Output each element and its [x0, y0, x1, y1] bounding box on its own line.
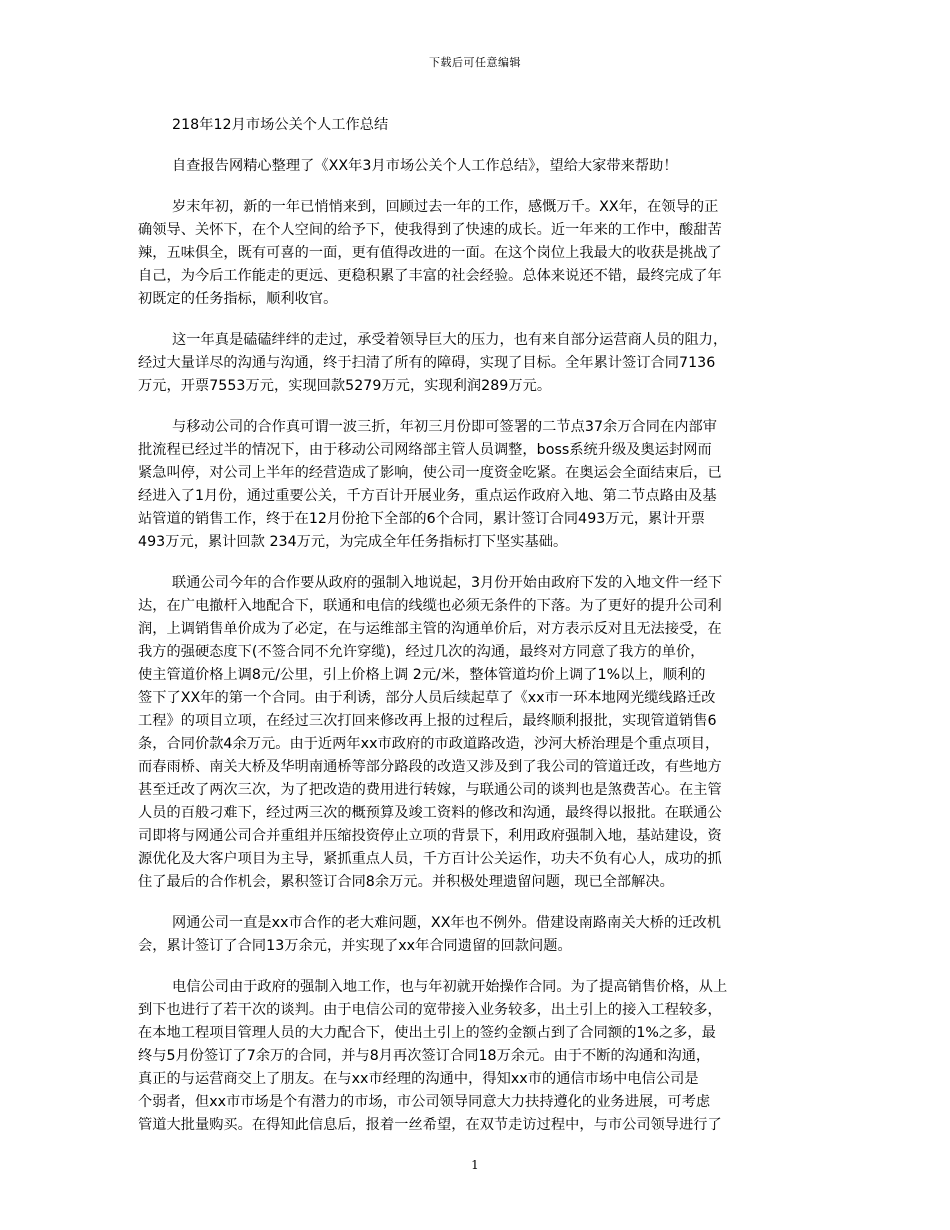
- paragraph-line: 会，累计签订了合同13万余元，并实现了xx年合同遗留的回款问题。: [138, 938, 572, 954]
- page-header: 下载后可任意编辑: [429, 56, 521, 69]
- paragraph-line: 终与5月份签订了7余万的合同，并与8月再次签订合同18万余元。由于不断的沟通和沟通，: [138, 1048, 711, 1064]
- paragraph-line: 甚至迁改了两次三次，为了把改造的费用进行转嫁，与联通公司的谈判也是煞费苦心。在主管: [138, 782, 722, 798]
- paragraph-line: 紧急叫停，对公司上半年的经营造成了影响，使公司一度资金吃紧。在奥运会全面结束后，已: [138, 465, 722, 481]
- paragraph-line: 工程》的项目立项，在经过三次打回来修改再上报的过程后，最终顺利报批，实现管道销售6: [138, 713, 717, 729]
- paragraph-line: 这一年真是磕磕绊绊的走过，承受着领导巨大的压力，也有来自部分运营商人员的阻力，: [172, 332, 728, 348]
- paragraph-line: 管道大批量购买。在得知此信息后，报着一丝希望，在双节走访过程中，与市公司领导进行了: [138, 1117, 722, 1133]
- paragraph-line: 达，在广电撤杆入地配合下，联通和电信的线缆也必须无条件的下落。为了更好的提升公司利: [138, 598, 722, 614]
- paragraph-line: 网通公司一直是xx市合作的老大难问题，XX年也不例外。借建设南路南关大桥的迁改机: [172, 915, 721, 931]
- paragraph-line: 初既定的任务指标，顺利收官。: [138, 291, 338, 307]
- paragraph-line: 而春雨桥、南关大桥及华明南通桥等部分路段的改造又涉及到了我公司的管道迁改，有些地方: [138, 759, 722, 775]
- paragraph-line: 经进入了1月份，通过重要公关，千方百计开展业务，重点运作政府入地、第二节点路由及基: [138, 488, 717, 504]
- paragraph-line: 使主管道价格上调8元/公里，引上价格上调 2元/米，整体管道均价上调了1%以上，顺利的: [138, 667, 706, 683]
- paragraph-line: 到下也进行了若干次的谈判。由于电信公司的宽带接入业务较多，出土引上的接入工程较多，: [138, 1002, 722, 1018]
- paragraph-line: 个弱者，但xx市市场是个有潜力的市场，市公司领导同意大力扶持遵化的业务进展，可考虑: [138, 1094, 711, 1110]
- paragraph: [138, 572, 813, 894]
- paragraph: [138, 329, 813, 398]
- paragraph-line: 493万元，累计回款 234万元，为完成全年任务指标打下坚实基础。: [138, 534, 568, 550]
- paragraph-line: 条，合同价款4余万元。由于近两年xx市政府的市政道路改造，沙河大桥治理是个重点项目，: [138, 736, 720, 752]
- paragraph-line: 经过大量详尽的沟通与沟通，终于扫清了所有的障碍，实现了目标。全年累计签订合同7136: [138, 355, 716, 371]
- document-body: [138, 114, 813, 1137]
- document-title: 218年12月市场公关个人工作总结: [172, 117, 389, 133]
- paragraph: [138, 416, 813, 554]
- paragraph: [138, 196, 813, 311]
- paragraph-line: 在本地工程项目管理人员的大力配合下，使出土引上的签约金额占到了合同额的1%之多，最: [138, 1025, 716, 1041]
- paragraph-line: 自己，为今后工作能走的更远、更稳积累了丰富的社会经验。总体来说还不错，最终完成了年: [138, 268, 722, 284]
- paragraph-line: 源优化及大客户项目为主导，紧抓重点人员，千方百计公关运作，功夫不负有心人，成功的抓: [138, 851, 722, 867]
- paragraph-line: 住了最后的合作机会，累积签订合同8余万元。并积极处理遗留问题，现已全部解决。: [138, 874, 674, 890]
- paragraph-line: 电信公司由于政府的强制入地工作，也与年初就开始操作合同。为了提高销售价格，从上: [172, 979, 728, 995]
- paragraph-line: 站管道的销售工作，终于在12月份抢下全部的6个合同，累计签订合同493万元，累计开票: [138, 511, 706, 527]
- paragraph: [138, 912, 813, 958]
- paragraph-line: 确领导、关怀下，在个人空间的给予下，使我得到了快速的成长。近一年来的工作中，酸甜苦: [138, 222, 722, 238]
- paragraph-line: 万元，开票7553万元，实现回款5279万元，实现利润289万元。: [138, 378, 552, 394]
- paragraph: [138, 976, 813, 1137]
- paragraph-line: 辣，五味俱全，既有可喜的一面，更有值得改进的一面。在这个岗位上我最大的收获是挑战了: [138, 245, 722, 261]
- page-number: 1: [471, 1158, 479, 1172]
- paragraph-line: 司即将与网通公司合并重组并压缩投资停止立项的背景下，利用政府强制入地，基站建设，资: [138, 828, 722, 844]
- paragraph-line: 真正的与运营商交上了朋友。在与xx市经理的沟通中，得知xx市的通信市场中电信公司是: [138, 1071, 699, 1087]
- document-intro: 自查报告网精心整理了《XX年3月市场公关个人工作总结》，望给大家带来帮助！: [172, 158, 678, 174]
- paragraph-line: 联通公司今年的合作要从政府的强制入地说起，3月份开始由政府下发的入地文件一经下: [172, 575, 723, 591]
- paragraph-line: 与移动公司的合作真可谓一波三折，年初三月份即可签署的二节点37余万合同在内部审: [172, 419, 717, 435]
- paragraph-line: 润，上调销售单价成为了必定，在与运维部主管的沟通单价后，对方表示反对且无法接受，在: [138, 621, 722, 637]
- paragraph-line: 人员的百般刁难下，经过两三次的概预算及竣工资料的修改和沟通，最终得以报批。在联通公: [138, 805, 722, 821]
- paragraph-line: 岁末年初，新的一年已悄悄来到，回顾过去一年的工作，感慨万千。XX年，在领导的正: [172, 199, 719, 215]
- paragraph-line: 签下了XX年的第一个合同。由于利诱，部分人员后续起草了《xx市一环本地网光缆线路迁改: [138, 690, 716, 706]
- paragraph-line: 我方的强硬态度下(不签合同不允许穿缆)，经过几次的沟通，最终对方同意了我方的单价，: [138, 644, 705, 660]
- paragraph-line: 批流程已经过半的情况下，由于移动公司网络部主管人员调整，boss系统升级及奥运封网而: [138, 442, 712, 458]
